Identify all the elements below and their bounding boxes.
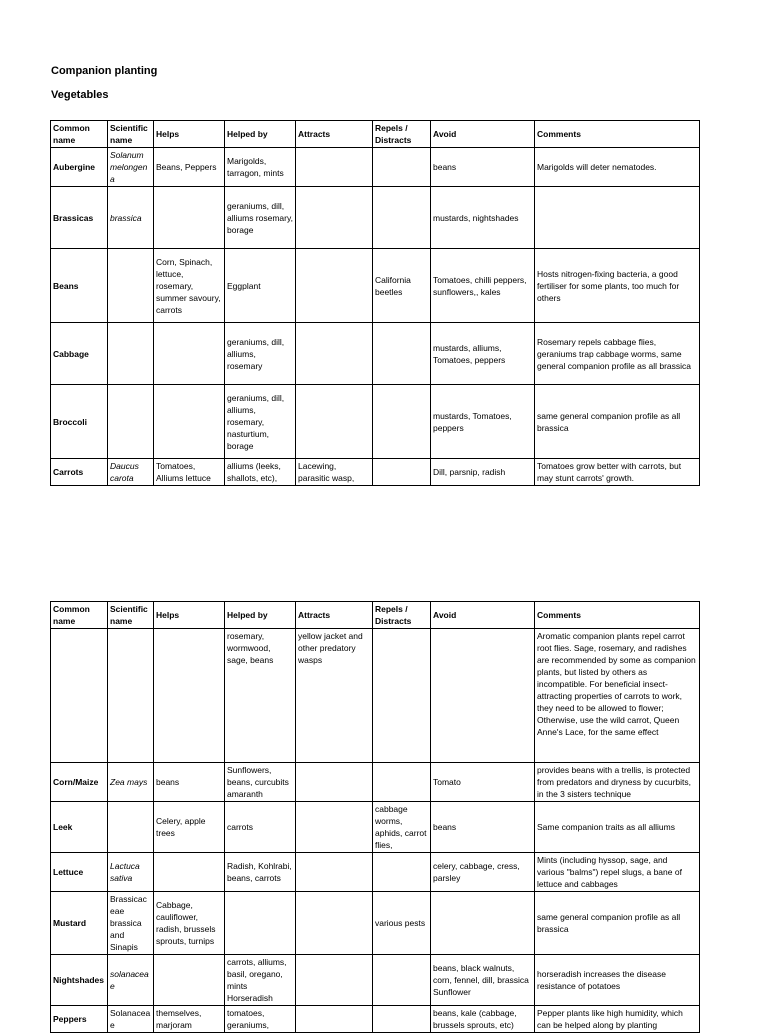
cell-repels	[373, 853, 431, 892]
cell-comments	[535, 187, 700, 249]
cell-avoid: beans	[431, 802, 535, 853]
cell-common-name	[51, 629, 108, 763]
cell-repels	[373, 385, 431, 459]
cell-helps	[154, 955, 225, 1006]
cell-comments: same general companion profile as all brassica	[535, 892, 700, 955]
cell-scientific-name: Zea mays	[108, 763, 154, 802]
cell-helped-by: geraniums, dill, alliums rosemary, borage	[225, 187, 296, 249]
cell-helped-by: rosemary, wormwood, sage, beans	[225, 629, 296, 763]
cell-repels	[373, 323, 431, 385]
cell-repels	[373, 459, 431, 486]
col-helps: Helps	[154, 602, 225, 629]
cell-avoid: Tomato	[431, 763, 535, 802]
cell-avoid: beans	[431, 148, 535, 187]
cell-comments: Tomatoes grow better with carrots, but may stunt carrots' growth.	[535, 459, 700, 486]
cell-avoid: Dill, parsnip, radish	[431, 459, 535, 486]
table-row	[51, 459, 700, 486]
cell-scientific-name	[108, 385, 154, 459]
cell-helps: Celery, apple trees	[154, 802, 225, 853]
cell-scientific-name: Solanum melongena	[108, 148, 154, 187]
cell-attracts	[296, 853, 373, 892]
cell-common-name: Beans	[51, 249, 108, 323]
cell-attracts	[296, 187, 373, 249]
cell-helps	[154, 385, 225, 459]
cell-attracts	[296, 892, 373, 955]
cell-helped-by: geraniums, dill, alliums, rosemary, nasturtium, borage	[225, 385, 296, 459]
cell-common-name: Nightshades	[51, 955, 108, 1006]
table-row	[51, 1006, 700, 1033]
cell-attracts	[296, 1006, 373, 1033]
cell-repels	[373, 629, 431, 763]
cell-common-name: Mustard	[51, 892, 108, 955]
col-repels: Repels / Distracts	[373, 602, 431, 629]
cell-helps	[154, 629, 225, 763]
cell-scientific-name: Solanaceae	[108, 1006, 154, 1033]
cell-common-name: Broccoli	[51, 385, 108, 459]
table-row	[51, 892, 700, 955]
cell-scientific-name: Lactuca sativa	[108, 853, 154, 892]
cell-helps: beans	[154, 763, 225, 802]
cell-helps	[154, 853, 225, 892]
col-scientific-name: Scientific name	[108, 602, 154, 629]
cell-common-name: Lettuce	[51, 853, 108, 892]
cell-common-name: Peppers	[51, 1006, 108, 1033]
cell-helped-by: tomatoes, geraniums,	[225, 1006, 296, 1033]
col-scientific-name: Scientific name	[108, 121, 154, 148]
cell-comments: Rosemary repels cabbage flies, geraniums trap cabbage worms, same general companion profile as all brassica	[535, 323, 700, 385]
cell-helped-by: Radish, Kohlrabi, beans, carrots	[225, 853, 296, 892]
cell-repels	[373, 955, 431, 1006]
header-row	[51, 121, 700, 148]
cell-comments: Marigolds will deter nematodes.	[535, 148, 700, 187]
table-row	[51, 249, 700, 323]
cell-comments: Aromatic companion plants repel carrot root flies. Sage, rosemary, and radishes are recommended by some as companion plants, but listed by others as incompatible. For beneficial insect-attracting properties of carrots to work, they need to be allowed to flower; Otherwise, use the wild carrot, Queen Anne's Lace, for the same effect	[535, 629, 700, 763]
table-row	[51, 148, 700, 187]
cell-helps: Beans, Peppers	[154, 148, 225, 187]
cell-comments: Mints (including hyssop, sage, and various "balms") repel slugs, a bane of lettuce and cabbages	[535, 853, 700, 892]
cell-attracts	[296, 385, 373, 459]
cell-avoid: mustards, Tomatoes, peppers	[431, 385, 535, 459]
cell-scientific-name	[108, 323, 154, 385]
cell-scientific-name	[108, 249, 154, 323]
cell-attracts	[296, 955, 373, 1006]
cell-scientific-name: Brassicaceae brassica and Sinapis	[108, 892, 154, 955]
col-repels: Repels / Distracts	[373, 121, 431, 148]
cell-scientific-name: brassica	[108, 187, 154, 249]
col-helps: Helps	[154, 121, 225, 148]
cell-avoid: Tomatoes, chilli peppers, sunflowers,, kales	[431, 249, 535, 323]
cell-avoid: mustards, alliums, Tomatoes, peppers	[431, 323, 535, 385]
header-row	[51, 602, 700, 629]
cell-attracts	[296, 802, 373, 853]
cell-helped-by: Eggplant	[225, 249, 296, 323]
col-attracts: Attracts	[296, 121, 373, 148]
cell-scientific-name	[108, 629, 154, 763]
cell-helps: Cabbage, cauliflower, radish, brussels sprouts, turnips	[154, 892, 225, 955]
cell-comments: Same companion traits as all alliums	[535, 802, 700, 853]
cell-helps	[154, 323, 225, 385]
cell-helped-by: geraniums, dill, alliums, rosemary	[225, 323, 296, 385]
cell-attracts: Lacewing, parasitic wasp,	[296, 459, 373, 486]
cell-attracts: yellow jacket and other predatory wasps	[296, 629, 373, 763]
cell-repels	[373, 1006, 431, 1033]
companion-table-1	[50, 120, 700, 486]
cell-common-name: Carrots	[51, 459, 108, 486]
cell-attracts	[296, 249, 373, 323]
cell-common-name: Corn/Maize	[51, 763, 108, 802]
col-comments: Comments	[535, 121, 700, 148]
table-row	[51, 385, 700, 459]
cell-helped-by: Marigolds, tarragon, mints	[225, 148, 296, 187]
cell-avoid	[431, 892, 535, 955]
table-row	[51, 629, 700, 763]
col-comments: Comments	[535, 602, 700, 629]
cell-helps: Tomatoes, Alliums lettuce	[154, 459, 225, 486]
cell-comments: Hosts nitrogen-fixing bacteria, a good fertiliser for some plants, too much for others	[535, 249, 700, 323]
cell-attracts	[296, 148, 373, 187]
cell-repels: California beetles	[373, 249, 431, 323]
col-attracts: Attracts	[296, 602, 373, 629]
cell-helped-by: Sunflowers, beans, curcubits amaranth	[225, 763, 296, 802]
cell-avoid: beans, kale (cabbage, brussels sprouts, etc)	[431, 1006, 535, 1033]
companion-table-2	[50, 601, 700, 1033]
cell-helps: Corn, Spinach, lettuce, rosemary, summer savoury, carrots	[154, 249, 225, 323]
col-avoid: Avoid	[431, 602, 535, 629]
cell-comments: provides beans with a trellis, is protected from predators and dryness by cucurbits, in the 3 sisters technique	[535, 763, 700, 802]
cell-avoid: beans, black walnuts, corn, fennel, dill, brassica Sunflower	[431, 955, 535, 1006]
cell-helped-by	[225, 892, 296, 955]
cell-avoid: mustards, nightshades	[431, 187, 535, 249]
section-subtitle: Vegetables	[51, 89, 109, 101]
col-helped-by: Helped by	[225, 121, 296, 148]
cell-helps	[154, 187, 225, 249]
cell-common-name: Leek	[51, 802, 108, 853]
table-row	[51, 763, 700, 802]
table-row	[51, 802, 700, 853]
cell-common-name: Aubergine	[51, 148, 108, 187]
cell-attracts	[296, 763, 373, 802]
cell-common-name: Cabbage	[51, 323, 108, 385]
cell-comments: horseradish increases the disease resistance of potatoes	[535, 955, 700, 1006]
cell-attracts	[296, 323, 373, 385]
table-row	[51, 955, 700, 1006]
col-avoid: Avoid	[431, 121, 535, 148]
cell-repels	[373, 148, 431, 187]
cell-helped-by: carrots	[225, 802, 296, 853]
col-helped-by: Helped by	[225, 602, 296, 629]
table-row	[51, 187, 700, 249]
cell-comments: Pepper plants like high humidity, which can be helped along by planting	[535, 1006, 700, 1033]
cell-avoid: celery, cabbage, cress, parsley	[431, 853, 535, 892]
cell-avoid	[431, 629, 535, 763]
cell-scientific-name	[108, 802, 154, 853]
cell-scientific-name: Daucus carota	[108, 459, 154, 486]
cell-helped-by: alliums (leeks, shallots, etc),	[225, 459, 296, 486]
cell-repels: various pests	[373, 892, 431, 955]
page-title: Companion planting	[51, 65, 158, 77]
col-common-name: Common name	[51, 602, 108, 629]
col-common-name: Common name	[51, 121, 108, 148]
cell-common-name: Brassicas	[51, 187, 108, 249]
table-row	[51, 323, 700, 385]
cell-repels: cabbage worms, aphids, carrot flies,	[373, 802, 431, 853]
cell-helps: themselves, marjoram	[154, 1006, 225, 1033]
cell-repels	[373, 763, 431, 802]
cell-comments: same general companion profile as all brassica	[535, 385, 700, 459]
cell-scientific-name: solanaceae	[108, 955, 154, 1006]
cell-helped-by: carrots, alliums, basil, oregano, mints Horseradish	[225, 955, 296, 1006]
table-row	[51, 853, 700, 892]
cell-repels	[373, 187, 431, 249]
